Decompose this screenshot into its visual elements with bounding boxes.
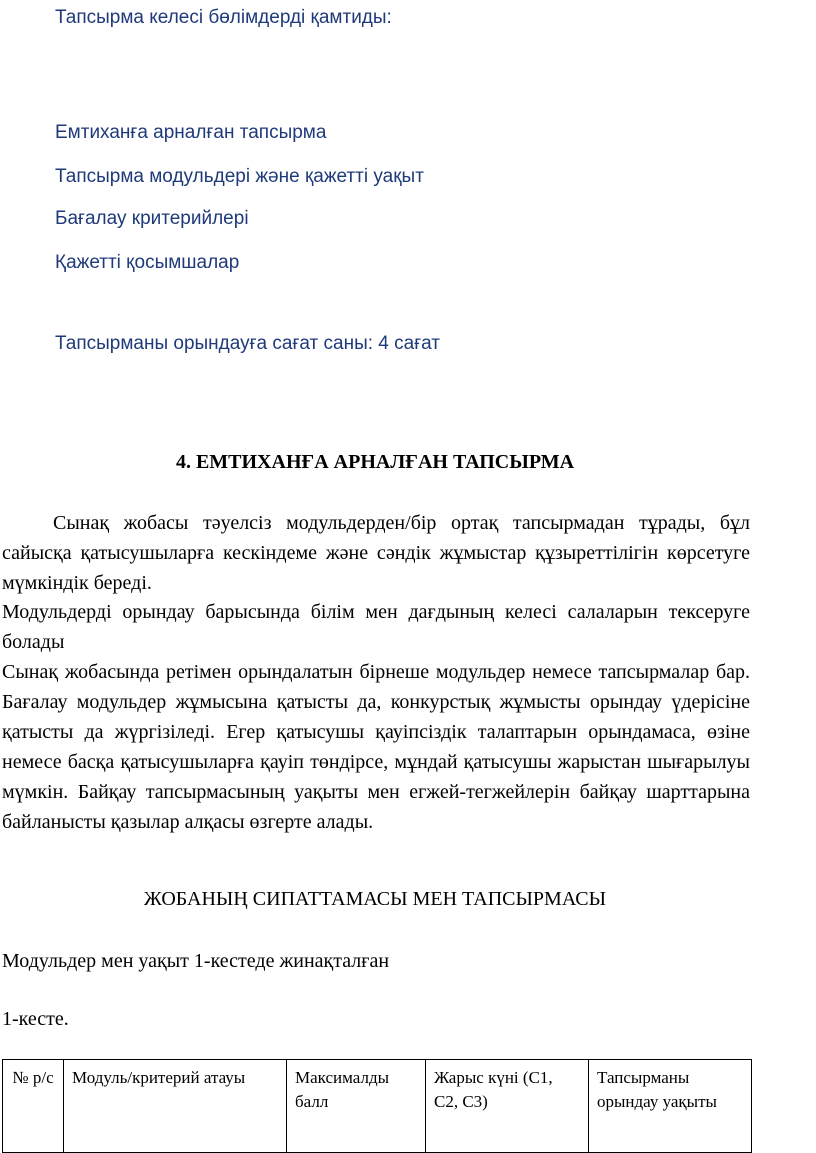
header-cell-time: Тапсырманы орындау уақыты	[589, 1060, 752, 1153]
intro-item-3: Бағалау критерийлері	[55, 208, 249, 229]
summary-line: Модульдер мен уақыт 1-кестеде жинақталған	[2, 950, 390, 972]
table-header-row	[3, 1060, 752, 1153]
intro-item-1: Емтиханға арналған тапсырма	[55, 122, 327, 143]
table-caption: 1-кесте.	[2, 1008, 69, 1030]
hours-line: Тапсырманы орындауға сағат саны: 4 сағат	[55, 333, 440, 354]
header-cell-day: Жарыс күні (С1, С2, С3)	[426, 1060, 589, 1153]
modules-table	[2, 1059, 752, 1153]
subtitle: ЖОБАНЫҢ СИПАТТАМАСЫ МЕН ТАПСЫРМАСЫ	[143, 888, 607, 910]
paragraph-2: Модульдерді орындау барысында білім мен дағдының келесі салаларын тексеруге болады	[2, 601, 750, 653]
section-title: 4. ЕМТИХАНҒА АРНАЛҒАН ТАПСЫРМА	[175, 451, 575, 473]
header-cell-number: № р/с	[3, 1060, 64, 1153]
intro-item-4: Қажетті қосымшалар	[55, 252, 240, 273]
intro-lead: Тапсырма келесі бөлімдерді қамтиды:	[55, 7, 392, 28]
header-cell-max-score: Максималды балл	[287, 1060, 426, 1153]
header-cell-module: Модуль/критерий атауы	[64, 1060, 287, 1153]
paragraph-3: Сынақ жобасында ретімен орындалатын бірнеше модульдер немесе тапсырмалар бар. Бағалау модульдер жұмысына қатысты да, конкурстық жұмысты орындау үдерісіне қатысты да жүргізіледі. Егер қатысушы қауіпсіздік талаптарын орындамаса, өзіне немесе басқа қатысушыларға қауіп төндірсе, мұндай қатысушы жарыстан шығарылуы мүмкін. Байқау тапсырмасының уақыты мен егжей-тегжейлерін байқау шарттарына байланысты қазылар алқасы өзгерте алады.	[2, 661, 750, 833]
paragraph-1: Сынақ жобасы тәуелсіз модульдерден/бір ортақ тапсырмадан тұрады, бұл сайысқа қатысушыларға кескіндеме және сәндік жұмыстар құзыреттілігін көрсетуге мүмкіндік береді.	[2, 512, 750, 594]
intro-item-2: Тапсырма модульдері және қажетті уақыт	[55, 166, 424, 187]
